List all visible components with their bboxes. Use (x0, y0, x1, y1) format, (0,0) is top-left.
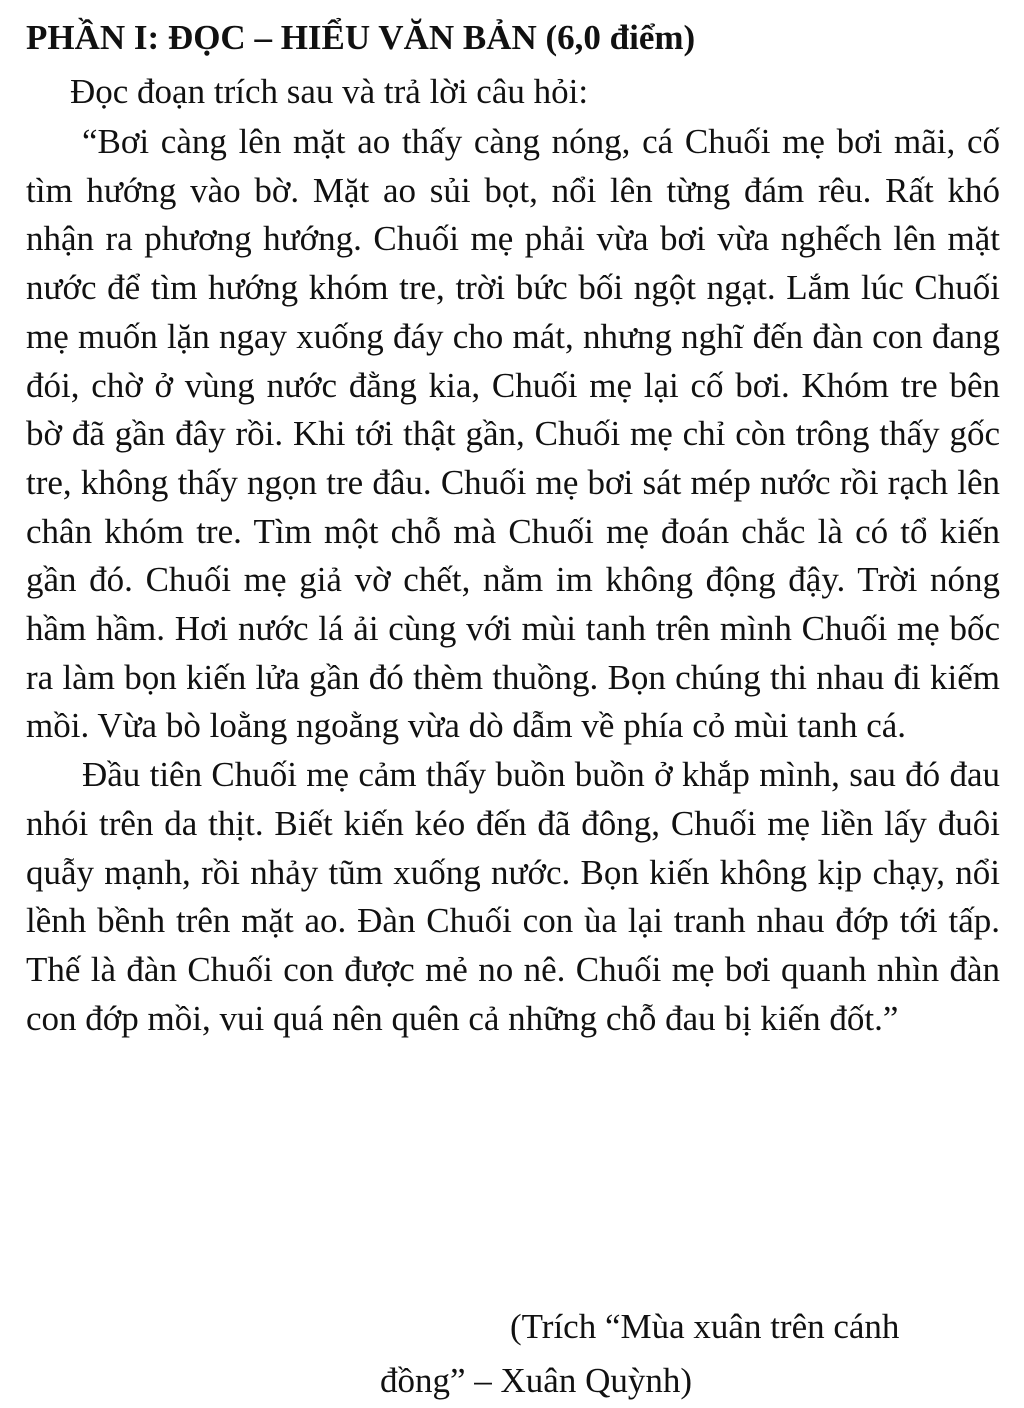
passage-paragraph-2: Đầu tiên Chuối mẹ cảm thấy buồn buồn ở khắp mình, sau đó đau nhói trên da thịt. Biết kiến kéo đến đã đông, Chuối mẹ liền lấy đuôi quẫy mạnh, rồi nhảy tũm xuống nước. Bọn kiến không kịp chạy, nổi lềnh bềnh trên mặt ao. Đàn Chuối con ùa lại tranh nhau đớp tới tấp. Thế là đàn Chuối con được mẻ no nê. Chuối mẹ bơi quanh nhìn đàn con đớp mồi, vui quá nên quên cả những chỗ đau bị kiến đốt.” (26, 755, 1000, 1038)
source-citation (380, 1300, 940, 1408)
passage-paragraph-1: “Bơi càng lên mặt ao thấy càng nóng, cá Chuối mẹ bơi mãi, cố tìm hướng vào bờ. Mặt ao sủi bọt, nổi lên từng đám rêu. Rất khó nhận ra phương hướng. Chuối mẹ phải vừa bơi vừa nghếch lên mặt nước để tìm hướng khóm tre, trời bức bối ngột ngạt. Lắm lúc Chuối mẹ muốn lặn ngay xuống đáy cho mát, nhưng nghĩ đến đàn con đang đói, chờ ở vùng nước đằng kia, Chuối mẹ lại cố bơi. Khóm tre bên bờ đã gần đây rồi. Khi tới thật gần, Chuối mẹ chỉ còn trông thấy gốc tre, không thấy ngọn tre đâu. Chuối mẹ bơi sát mép nước rồi rạch lên chân khóm tre. Tìm một chỗ mà Chuối mẹ đoán chắc là có tổ kiến gần đó. Chuối mẹ giả vờ chết, nằm im không động đậy. Trời nóng hầm hầm. Hơi nước lá ải cùng với mùi tanh trên mình Chuối mẹ bốc ra làm bọn kiến lửa gần đó thèm thuồng. Bọn chúng thi nhau đi kiếm mồi. Vừa bò loằng ngoằng vừa dò dẫm về phía cỏ mùi tanh cá. (26, 122, 1000, 746)
passage-excerpt (26, 118, 1000, 1043)
citation-line-1: (Trích “Mùa xuân trên cánh (510, 1307, 900, 1346)
citation-line-2: đồng” – Xuân Quỳnh) (380, 1361, 693, 1400)
reading-instruction: Đọc đoạn trích sau và trả lời câu hỏi: (70, 72, 589, 111)
section-title: PHẦN I: ĐỌC – HIỂU VĂN BẢN (6,0 điểm) (26, 18, 696, 57)
